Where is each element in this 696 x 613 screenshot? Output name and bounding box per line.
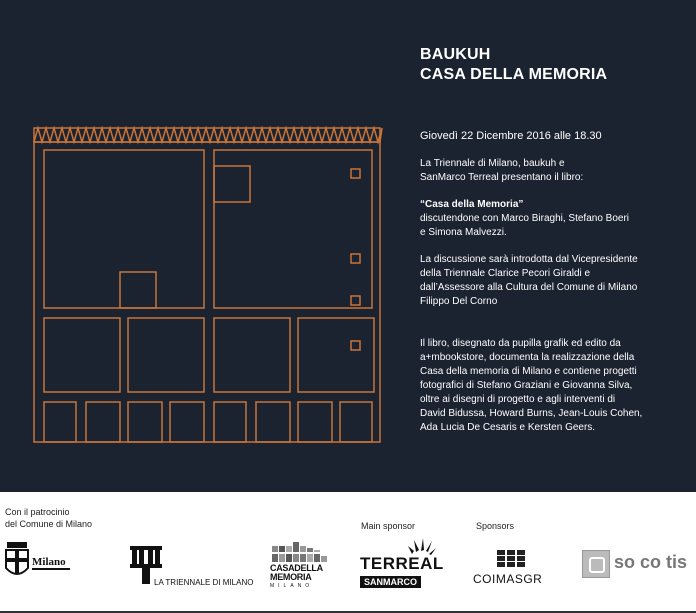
desc-line: David Bidussa, Howard Burns, Jean-Louis Cohen, [420,408,643,419]
panel-top-right [214,150,372,308]
desc-line: oltre ai disegni di progetto e agli interventi di [420,394,616,405]
event-text [420,45,696,435]
event-date: Giovedì 22 Dicembre 2016 alle 18.30 [420,130,602,142]
casa-label-line: MILANO [270,583,314,589]
coima-label: COIMASGR [473,572,543,586]
desc-line: Casa della memoria di Milano e contiene progetti [420,366,637,377]
facade-drawing [30,120,390,452]
intro-line: SanMarco Terreal presentano il libro: [420,172,584,183]
socotis-label: so co tis [614,552,688,572]
page-title [420,45,696,85]
casa-label-line: CASADELLA [270,563,323,573]
sanmarco-label: SANMARCO [360,576,421,588]
small-window-3 [351,296,360,305]
bay-7 [298,402,332,442]
sponsor-footer [0,492,696,613]
roof-zigzag [34,128,382,142]
casa-grid-icon [272,542,328,564]
title-line-2: CASA DELLA MEMORIA [420,66,608,83]
coima-logo [473,550,553,590]
patrocinio-caption [5,506,92,530]
desc-line: Ada Lucia De Cesaris e Kersten Geers. [420,422,596,433]
desc-line: fotografici di Stefano Graziani e Giovanna Silva, [420,380,633,391]
casa-memoria-logo [270,542,330,589]
bay-4 [170,402,204,442]
casa-label [270,564,323,591]
patrocinio-line: Con il patrocinio [5,507,70,517]
terreal-label: TERREAL [360,554,444,573]
bay-5 [214,402,246,442]
socotis-square-icon [582,550,610,578]
discussion-line: discutendone con Marco Biraghi, Stefano Boeri [420,213,630,224]
book-block [420,198,696,240]
title-line-1: BAUKUH [420,46,491,63]
bay-8 [340,402,372,442]
triennale-logo [130,544,254,587]
milano-label-box [32,552,70,570]
intro-by-line: Filippo Del Corno [420,296,498,307]
facade-outline [34,142,380,442]
small-window-2 [351,254,360,263]
description-block [420,337,696,435]
terreal-logo [360,538,444,588]
small-window-4 [351,341,360,350]
sponsors-caption: Sponsors [476,521,515,531]
panel-mid-3 [214,318,290,392]
bay-3 [128,402,162,442]
panel-top-left [44,150,204,308]
intro-by-line: dall’Assessore alla Cultura del Comune di Milano [420,282,638,293]
intro-block [420,157,696,185]
panel-mid-1 [44,318,120,392]
triennale-label: LA TRIENNALE DI MILANO [154,578,254,587]
milano-crest-icon [4,542,30,580]
intro-by-line: La discussione sarà introdotta dal Vicepresidente [420,254,638,265]
book-title: “Casa della Memoria” [420,199,524,210]
bay-2 [86,402,120,442]
milano-label: Milano [32,556,66,568]
intro-line: La Triennale di Milano, baukuh e [420,158,565,169]
discussion-line: e Simona Malvezzi. [420,227,507,238]
intro-by-line: della Triennale Clarice Pecori Giraldi e [420,268,591,279]
casa-label-line: MEMORIA [270,572,312,582]
coima-grid-icon [497,550,525,568]
small-window-1 [351,169,360,178]
main-sponsor-caption: Main sponsor [361,521,416,531]
desc-line: Il libro, disegnato da pupilla grafik ed edito da [420,338,621,349]
bay-1 [44,402,76,442]
bay-6 [256,402,290,442]
introduction-block [420,253,696,309]
socotis-logo [582,550,694,580]
panel-mid-4 [298,318,374,392]
panel-mid-2 [128,318,204,392]
patrocinio-line: del Comune di Milano [5,519,93,529]
window-top-right [214,166,250,202]
comune-milano-logo [4,542,70,582]
desc-line: a+mbookstore, documenta la realizzazione della [420,352,635,363]
door-top-left [120,272,156,308]
